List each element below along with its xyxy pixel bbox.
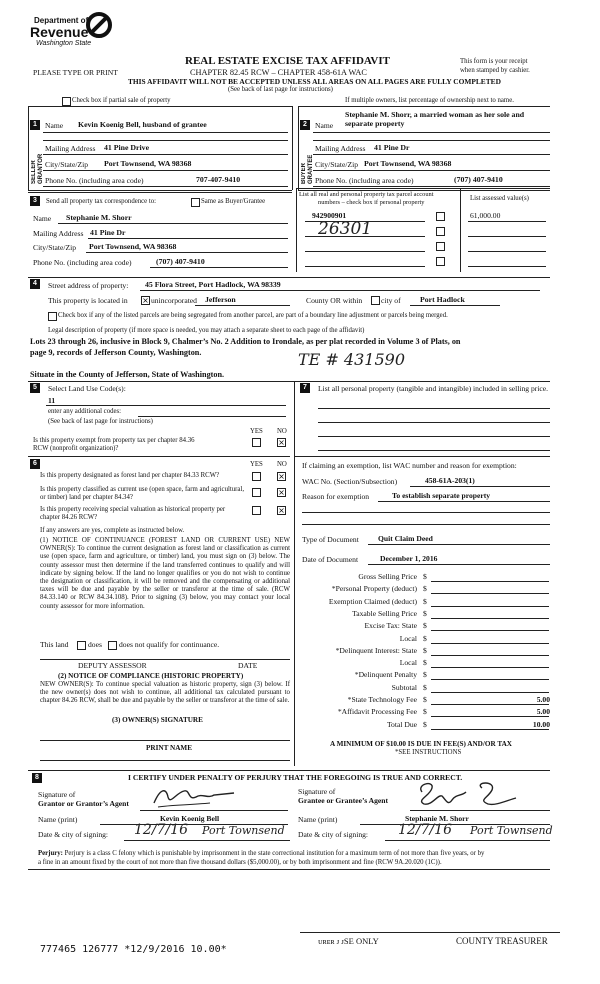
deputy-rule bbox=[40, 659, 290, 660]
section-3-number: 3 bbox=[30, 196, 40, 206]
wac-label: WAC No. (Section/Subsection) bbox=[302, 477, 398, 486]
certify-text: I CERTIFY UNDER PENALTY OF PERJURY THAT THE FOREGOING IS TRUE AND CORRECT. bbox=[128, 773, 463, 782]
fee-rule bbox=[431, 593, 549, 594]
s2-left-rule bbox=[298, 106, 299, 190]
section-6-number: 6 bbox=[30, 459, 40, 469]
seller-mailing: 41 Pine Drive bbox=[104, 143, 150, 152]
seller-phone-rule bbox=[43, 186, 288, 187]
pp-rule-1 bbox=[318, 408, 550, 409]
fee-rule bbox=[431, 679, 549, 680]
cashier-stamp: 777465 126777 *12/9/2016 10.00* bbox=[40, 944, 227, 955]
fee-label: Taxable Selling Price bbox=[352, 608, 417, 618]
corr-phone-label: Phone No. (including area code) bbox=[33, 258, 132, 267]
fee-label: *Delinquent Penalty bbox=[354, 670, 417, 680]
correspondence-label: Send all property tax correspondence to: bbox=[46, 198, 157, 205]
land-use-see-back: (See back of last page for instructions) bbox=[48, 418, 153, 425]
grantee-sig-label-1: Signature of bbox=[298, 787, 336, 796]
same-as-buyer-checkbox[interactable] bbox=[191, 198, 200, 207]
parcel-row2-rule bbox=[305, 236, 425, 237]
notice-continuance: (1) NOTICE OF CONTINUANCE (FOREST LAND OR CURRENT USE) NEW OWNER(S): To continue the current designation as forest land or classification as current use (open space, farm and agriculture, or timber) land, you must sign on (3) below. The county assessor must then determine if the land transferred continues to qualify and will indicate by signing below. If the land no longer qualifies or you do not wish to continue the designation or classification, it will be removed and the compensating or additional taxes will be due and payable by the seller or transferor at the time of sale. (RCW 84.33.140 or RCW 84.34.108). Prior to signing (3) below, you may contact your local county assessor for more information. bbox=[40, 537, 290, 610]
fee-rule bbox=[431, 729, 549, 730]
section-4-number: 4 bbox=[30, 279, 40, 289]
pp-rule-3 bbox=[318, 436, 550, 437]
grantor-city: Port Townsend bbox=[202, 824, 285, 837]
buyer-phone-rule bbox=[313, 186, 550, 187]
parcel-left-rule bbox=[296, 188, 297, 272]
s1-bottom-rule bbox=[28, 190, 292, 191]
s8-top-rule bbox=[28, 770, 550, 771]
corr-name-label: Name bbox=[33, 214, 52, 223]
fee-currency: $ bbox=[423, 719, 427, 729]
county-rule bbox=[195, 305, 290, 306]
does-not-label: does not qualify for continuance. bbox=[119, 640, 220, 649]
fee-row bbox=[300, 682, 558, 694]
pp-rule-2 bbox=[318, 422, 550, 423]
personal-property-label: List all personal property (tangible and intangible) included in selling price. bbox=[318, 384, 549, 393]
buyer-city-label: City/State/Zip bbox=[315, 160, 359, 169]
fee-label: *Affidavit Processing Fee bbox=[337, 707, 417, 717]
multiple-owners-note: If multiple owners, list percentage of ownership next to name. bbox=[345, 97, 514, 104]
historic-question: Is this property receiving special valuation as historical property per chapter 84.26 RCW? bbox=[40, 506, 226, 521]
fee-row bbox=[300, 596, 558, 608]
fee-rule bbox=[431, 606, 549, 607]
fee-label: *Personal Property (deduct) bbox=[331, 584, 417, 594]
grantee-city: Port Townsend bbox=[470, 824, 553, 837]
grantor-sig-label-2: Grantor or Grantor’s Agent bbox=[38, 799, 129, 808]
historic-no-checkbox[interactable]: × bbox=[278, 506, 285, 515]
s4-top-rule bbox=[28, 277, 550, 278]
situate-line: Situate in the County of Jefferson, State of Washington. bbox=[30, 370, 225, 379]
does-label: does bbox=[88, 640, 102, 649]
does-not-checkbox[interactable] bbox=[108, 641, 117, 650]
dept-of-text: Department of bbox=[34, 16, 89, 25]
current-use-yes-checkbox[interactable] bbox=[252, 488, 261, 497]
fee-label: Total Due bbox=[386, 719, 417, 729]
s1-right-rule bbox=[292, 106, 293, 190]
notice-compliance: NEW OWNER(S): To continue special valuation as historic property, sign (3) below. If the new owner(s) does not wish to continue, all additional tax calculated pursuant to chapter 84.26 RCW, shall be due and payable by the seller or transferor at the time of sale. bbox=[40, 681, 290, 705]
corr-mailing: 41 Pine Dr bbox=[90, 228, 126, 237]
fee-label: *State Technology Fee bbox=[347, 695, 417, 704]
if-yes-note: If any answers are yes, complete as instructed below. bbox=[40, 527, 185, 534]
city-of-label: city of bbox=[381, 296, 401, 305]
doc-date-rule bbox=[368, 564, 550, 565]
assessed-row1-rule bbox=[468, 221, 546, 222]
grantee-signature-image bbox=[412, 778, 522, 810]
parcel-top-rule bbox=[296, 188, 550, 189]
s7-mid-rule bbox=[294, 456, 550, 457]
parcel-personal-checkbox-1[interactable] bbox=[436, 212, 445, 221]
wac-rule bbox=[410, 486, 550, 487]
deputy-date-label: DATE bbox=[238, 661, 258, 670]
legal-line2: page 9, records of Jefferson County, Washington. bbox=[30, 348, 202, 357]
buyer-name-line2: separate property bbox=[345, 119, 405, 128]
minimum-due: A MINIMUM OF $10.00 IS DUE IN FEE(S) AND/OR TAX bbox=[330, 740, 512, 748]
pp-rule-4 bbox=[318, 450, 550, 451]
legal-label: Legal description of property (if more space is needed, you may attach a separate sheet to each page of the affidavit) bbox=[48, 327, 365, 334]
reason-rule bbox=[378, 501, 550, 502]
fee-value: 5.00 bbox=[536, 707, 550, 717]
perjury-line1 bbox=[38, 850, 484, 858]
grantee-date: 12/7/16 bbox=[398, 822, 452, 838]
assessed-row4-rule bbox=[468, 266, 546, 267]
perjury-text-1: Perjury is a class C felony which is punishable by imprisonment in the state correctional institution for a maximum term of not more than five years, or by bbox=[64, 850, 485, 857]
s6-bottom-rule bbox=[40, 760, 290, 761]
doc-date-value: December 1, 2016 bbox=[380, 554, 438, 563]
buyer-name-rule bbox=[313, 132, 550, 133]
seller-city: Port Townsend, WA 98368 bbox=[104, 159, 192, 168]
fee-currency: $ bbox=[423, 682, 427, 692]
exempt-yes-checkbox[interactable] bbox=[252, 438, 261, 447]
seller-name: Kevin Koenig Bell, husband of grantee bbox=[78, 120, 207, 129]
notice-compliance-title: (2) NOTICE OF COMPLIANCE (HISTORIC PROPERTY) bbox=[58, 672, 244, 680]
grantee-name-label: Name (print) bbox=[298, 815, 338, 824]
fee-currency: $ bbox=[423, 695, 427, 704]
corr-phone: (707) 407-9410 bbox=[156, 257, 205, 266]
fee-rule bbox=[431, 643, 549, 644]
exemption-label: If claiming an exemption, list WAC number and reason for exemption: bbox=[302, 461, 517, 470]
corr-name-rule bbox=[58, 223, 288, 224]
does-checkbox[interactable] bbox=[77, 641, 86, 650]
fee-row bbox=[300, 620, 558, 632]
seller-phone-label: Phone No. (including area code) bbox=[45, 176, 144, 185]
city-checkbox[interactable] bbox=[371, 296, 380, 305]
assessed-value: 61,000.00 bbox=[470, 211, 501, 220]
reason-value: To establish separate property bbox=[392, 491, 491, 500]
unincorporated-label: unincorporated bbox=[151, 296, 197, 305]
section-2-number: 2 bbox=[300, 120, 310, 130]
fee-currency: $ bbox=[423, 645, 427, 655]
footer-rule bbox=[300, 932, 560, 933]
dor-logo-mark-icon bbox=[86, 12, 112, 38]
grantor-signature-image bbox=[150, 783, 240, 811]
fee-rule bbox=[431, 655, 549, 656]
seller-phone: 707-407-9410 bbox=[196, 175, 241, 184]
city-rule bbox=[410, 305, 500, 306]
section-1-number: 1 bbox=[30, 120, 40, 130]
forest-yes-checkbox[interactable] bbox=[252, 472, 261, 481]
county-treasurer-label: COUNTY TREASURER bbox=[456, 936, 548, 946]
buyer-city: Port Townsend, WA 98368 bbox=[364, 159, 452, 168]
parcel-personal-checkbox-2[interactable] bbox=[436, 227, 445, 236]
fee-row bbox=[300, 657, 558, 669]
corr-name: Stephanie M. Shorr bbox=[66, 213, 132, 222]
segregated-checkbox[interactable] bbox=[48, 312, 57, 321]
fee-currency: $ bbox=[423, 658, 427, 668]
fee-currency: $ bbox=[423, 621, 427, 631]
fee-currency: $ bbox=[423, 633, 427, 643]
parcel-header-2: numbers – check box if personal property bbox=[318, 199, 425, 206]
see-instructions: *SEE INSTRUCTIONS bbox=[395, 749, 462, 756]
warning-line: THIS AFFIDAVIT WILL NOT BE ACCEPTED UNLESS ALL AREAS ON ALL PAGES ARE FULLY COMPLETED bbox=[128, 77, 501, 86]
fee-label: Gross Selling Price bbox=[358, 572, 417, 581]
this-land-label: This land bbox=[40, 640, 69, 649]
land-use-code: 11 bbox=[48, 396, 56, 405]
fee-label: Local bbox=[399, 633, 417, 643]
use-only-label: ᴜʀᴇʀ ᴊ ᴊSE ONLY bbox=[318, 936, 379, 946]
section-8-number: 8 bbox=[32, 773, 42, 783]
seller-blank-rule bbox=[43, 140, 288, 141]
additional-codes-label: enter any additional codes: bbox=[48, 408, 122, 415]
fee-row bbox=[300, 669, 558, 681]
grantor-name: Kevin Koenig Bell bbox=[160, 814, 220, 823]
parcel-mid-rule bbox=[460, 188, 461, 272]
located-label: This property is located in bbox=[48, 296, 128, 305]
same-as-buyer-label: Same as Buyer/Grantee bbox=[201, 198, 266, 205]
parcel-personal-checkbox-3[interactable] bbox=[436, 242, 445, 251]
buyer-city-rule bbox=[313, 170, 550, 171]
seller-side-label: SELLER GRANTOR bbox=[31, 153, 44, 184]
grantor-date-rule bbox=[124, 840, 290, 841]
chapter-line: CHAPTER 82.45 RCW – CHAPTER 458-61A WAC bbox=[190, 68, 367, 77]
fee-value: 5.00 bbox=[536, 695, 550, 704]
doc-type-label: Type of Document bbox=[302, 535, 359, 544]
te-handwritten: TE # 431590 bbox=[298, 350, 406, 369]
corr-phone-rule bbox=[150, 267, 288, 268]
grantor-sig-rule bbox=[140, 810, 288, 811]
street-value: 45 Flora Street, Port Hadlock, WA 98339 bbox=[145, 280, 281, 289]
grantee-name: Stephanie M. Shorr bbox=[405, 814, 469, 823]
street-rule bbox=[140, 290, 540, 291]
owner-signature-label: (3) OWNER(S) SIGNATURE bbox=[112, 716, 203, 724]
fee-label: Local bbox=[399, 658, 417, 668]
perjury-text-2: a fine in an amount fixed by the court of not more than five thousand dollars ($5,000.00), or by both imprisonment and fine (RCW 9A.20.020 (1C)). bbox=[38, 859, 442, 866]
section-5-number: 5 bbox=[30, 383, 40, 393]
unincorporated-checkbox[interactable]: × bbox=[142, 296, 149, 305]
s6-yes-header: YES bbox=[250, 461, 263, 468]
buyer-blank-rule bbox=[313, 140, 550, 141]
please-type: PLEASE TYPE OR PRINT bbox=[33, 68, 118, 77]
fee-currency: $ bbox=[423, 584, 427, 594]
fee-rule bbox=[431, 667, 549, 668]
section-7-number: 7 bbox=[300, 383, 310, 393]
see-back-header: (See back of last page for instructions) bbox=[228, 86, 333, 93]
doc-type-value: Quit Claim Deed bbox=[378, 534, 433, 543]
grantee-date-rule bbox=[385, 840, 550, 841]
fee-row bbox=[300, 633, 558, 645]
s2-top-rule bbox=[298, 106, 550, 107]
current-use-question: Is this property classified as current use (open space, farm and agricultural, or timber) land per chapter 84.34? bbox=[40, 486, 245, 501]
fee-rule bbox=[431, 692, 549, 693]
grantee-sig-label-2: Grantee or Grantee’s Agent bbox=[298, 796, 389, 805]
parcel-number: 942900901 bbox=[312, 211, 347, 220]
fee-currency: $ bbox=[423, 608, 427, 618]
fee-currency: $ bbox=[423, 670, 427, 680]
land-use-label: Select Land Use Code(s): bbox=[48, 384, 126, 393]
fee-row bbox=[300, 645, 558, 657]
buyer-name-label: Name bbox=[315, 121, 334, 130]
revenue-text: Revenue bbox=[30, 24, 89, 40]
fee-row bbox=[300, 706, 558, 718]
receipt-line1: This form is your receipt bbox=[460, 58, 528, 65]
reason-rule-2 bbox=[302, 512, 550, 513]
assessed-header: List assessed value(s) bbox=[470, 195, 529, 202]
fee-row bbox=[300, 571, 558, 583]
fee-rule bbox=[431, 581, 549, 582]
grantee-date-label: Date & city of signing: bbox=[298, 830, 369, 839]
perjury-label: Perjury: bbox=[38, 850, 63, 857]
fee-value: 10.00 bbox=[532, 719, 550, 729]
s1-top-rule bbox=[28, 106, 292, 107]
parcel-row3-rule bbox=[305, 251, 425, 252]
lower-column-divider bbox=[294, 381, 295, 766]
seller-mailing-rule bbox=[43, 154, 288, 155]
dor-logo bbox=[18, 10, 123, 55]
s6-no-header: NO bbox=[277, 461, 287, 468]
parcel-handwritten: 26301 bbox=[318, 219, 373, 239]
fee-rule bbox=[431, 618, 549, 619]
forest-no-checkbox[interactable]: × bbox=[278, 472, 285, 481]
receipt-line2: when stamped by cashier. bbox=[460, 67, 530, 74]
partial-sale-label: Check box if partial sale of property bbox=[72, 97, 171, 104]
street-label: Street address of property: bbox=[48, 281, 129, 290]
exempt-question: Is this property exempt from property tax per chapter 84.36 RCW (nonprofit organization)? bbox=[33, 437, 195, 452]
s5-no-header: NO bbox=[277, 428, 287, 435]
deputy-assessor-label: DEPUTY ASSESSOR bbox=[78, 661, 147, 670]
doc-date-label: Date of Document bbox=[302, 555, 359, 564]
fee-label: *Delinquent Interest: State bbox=[335, 645, 417, 655]
historic-yes-checkbox[interactable] bbox=[252, 506, 261, 515]
s5-yes-header: YES bbox=[250, 428, 263, 435]
corr-mailing-label: Mailing Address bbox=[33, 229, 84, 238]
buyer-phone: (707) 407-9410 bbox=[454, 175, 503, 184]
doc-type-rule bbox=[368, 544, 550, 545]
buyer-name-line1: Stephanie M. Shorr, a married woman as her sole and bbox=[345, 110, 525, 119]
county-value: Jefferson bbox=[205, 295, 236, 304]
wac-value: 458-61A-203(1) bbox=[425, 476, 475, 485]
current-use-no-checkbox[interactable]: × bbox=[278, 488, 285, 497]
seller-city-rule bbox=[43, 170, 288, 171]
s3-top-rule bbox=[28, 192, 292, 193]
fee-row bbox=[300, 719, 558, 731]
buyer-mailing: 41 Pine Dr bbox=[374, 143, 410, 152]
seller-name-rule bbox=[43, 132, 288, 133]
fee-row bbox=[300, 608, 558, 620]
parcel-row4-rule bbox=[305, 266, 425, 267]
parcel-row1-rule bbox=[305, 221, 425, 222]
reason-rule-3 bbox=[302, 524, 550, 525]
corr-city-rule bbox=[86, 252, 288, 253]
grantor-sig-label-1: Signature of bbox=[38, 790, 76, 799]
fee-row bbox=[300, 583, 558, 595]
washington-state-text: Washington State bbox=[36, 40, 92, 47]
s1-left-rule bbox=[28, 106, 29, 190]
buyer-phone-label: Phone No. (including area code) bbox=[315, 176, 414, 185]
fee-rule bbox=[431, 704, 549, 705]
s8-bottom-rule bbox=[28, 869, 550, 870]
fee-label: Subtotal bbox=[391, 682, 417, 692]
fee-row bbox=[300, 694, 558, 706]
seller-city-label: City/State/Zip bbox=[45, 160, 89, 169]
owner-sig-rule bbox=[40, 740, 290, 741]
additional-codes-rule bbox=[138, 416, 286, 417]
reason-label: Reason for exemption bbox=[302, 492, 370, 501]
parcel-header-1: List all real and personal property tax parcel account bbox=[299, 191, 434, 198]
fee-rule bbox=[431, 630, 549, 631]
buyer-mailing-rule bbox=[313, 154, 550, 155]
segregated-label: Check box if any of the listed parcels are being segregated from another parcel, are part of a boundary line adjustment or parcels being merged. bbox=[58, 312, 448, 319]
form-title: REAL ESTATE EXCISE TAX AFFIDAVIT bbox=[185, 55, 390, 67]
fee-currency: $ bbox=[423, 572, 427, 581]
print-name-label: PRINT NAME bbox=[146, 744, 192, 752]
forest-question: Is this property designated as forest land per chapter 84.33 RCW? bbox=[40, 472, 220, 479]
parcel-personal-checkbox-4[interactable] bbox=[436, 257, 445, 266]
fee-currency: $ bbox=[423, 707, 427, 717]
grantor-date-label: Date & city of signing: bbox=[38, 830, 109, 839]
grantor-name-label: Name (print) bbox=[38, 815, 78, 824]
fee-rule bbox=[431, 716, 549, 717]
corr-mailing-rule bbox=[88, 238, 288, 239]
legal-line1: Lots 23 through 26, inclusive in Block 9, Chalmer’s No. 2 Addition to Irondale, as per plat recorded in Volume 3 of Plats, on bbox=[30, 337, 461, 346]
exempt-no-checkbox[interactable]: × bbox=[278, 438, 285, 447]
county-or-within: County OR within bbox=[306, 296, 363, 305]
city-value: Port Hadlock bbox=[420, 295, 465, 304]
corr-city: Port Townsend, WA 98368 bbox=[89, 242, 177, 251]
fee-currency: $ bbox=[423, 596, 427, 606]
partial-sale-checkbox[interactable] bbox=[62, 97, 71, 106]
grantee-sig-rule bbox=[410, 810, 550, 811]
buyer-mailing-label: Mailing Address bbox=[315, 144, 366, 153]
corr-city-label: City/State/Zip bbox=[33, 243, 77, 252]
fee-label: Excise Tax: State bbox=[364, 621, 417, 631]
assessed-row3-rule bbox=[468, 251, 546, 252]
assessed-row2-rule bbox=[468, 236, 546, 237]
land-use-code-rule bbox=[46, 405, 286, 406]
seller-mailing-label: Mailing Address bbox=[45, 144, 96, 153]
s5-bottom-rule bbox=[28, 456, 290, 457]
buyer-side-label: BUYER GRANTEE bbox=[301, 154, 314, 184]
fee-label: Exemption Claimed (deduct) bbox=[328, 596, 417, 606]
grantor-date: 12/7/16 bbox=[134, 822, 188, 838]
seller-name-label: Name bbox=[45, 121, 64, 130]
s4-bottom-rule bbox=[28, 381, 550, 382]
